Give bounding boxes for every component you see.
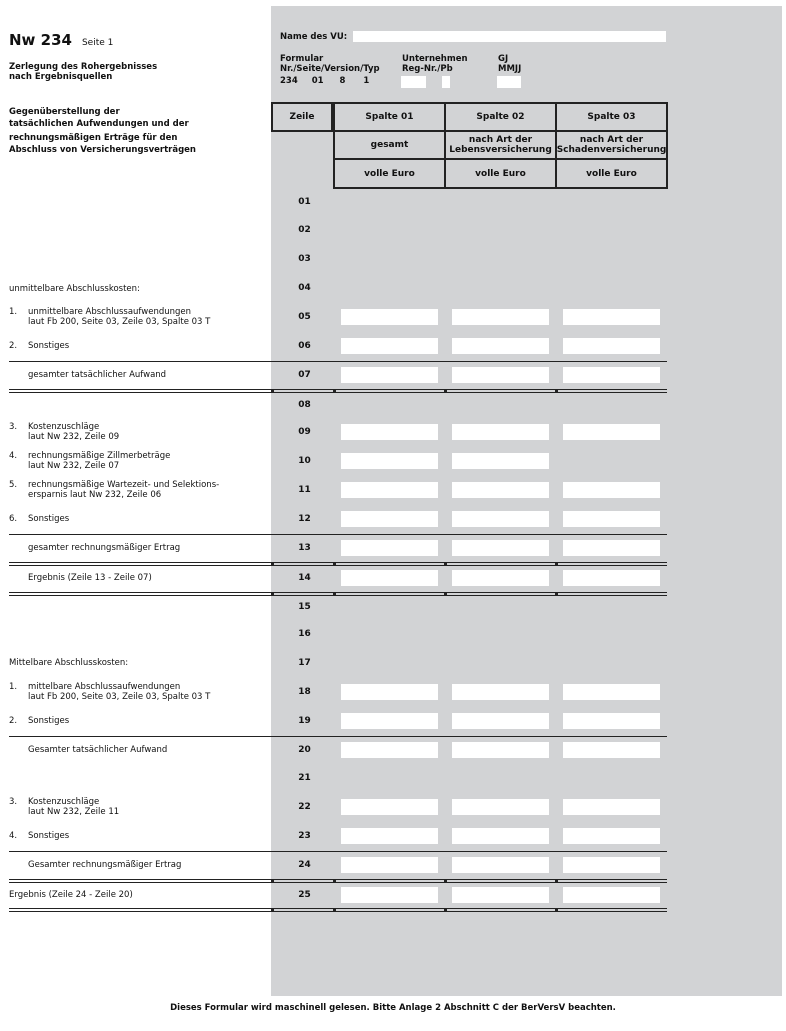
column-tick bbox=[444, 562, 447, 565]
page-number: Seite 1 bbox=[81, 38, 114, 48]
input-r14-s03[interactable] bbox=[563, 570, 660, 586]
input-r09-s01[interactable] bbox=[341, 424, 438, 440]
separator-line bbox=[9, 361, 667, 362]
input-r20-s03[interactable] bbox=[563, 742, 660, 758]
row-label-07: gesamter tatsächlicher Aufwand bbox=[28, 370, 167, 380]
unternehmen-label: Unternehmen Reg-Nr./Pb bbox=[402, 54, 468, 74]
row-number: 21 bbox=[298, 773, 311, 783]
input-r05-s01[interactable] bbox=[341, 309, 438, 325]
input-r24-s01[interactable] bbox=[341, 857, 438, 873]
input-r19-s02[interactable] bbox=[452, 713, 549, 729]
input-r25-s02[interactable] bbox=[452, 887, 549, 903]
row-number: 24 bbox=[298, 860, 311, 870]
input-r25-s03[interactable] bbox=[563, 887, 660, 903]
row-number: 02 bbox=[298, 225, 311, 235]
input-r11-s01[interactable] bbox=[341, 482, 438, 498]
zeile-header: Zeile bbox=[271, 102, 333, 132]
input-r23-s01[interactable] bbox=[341, 828, 438, 844]
footer-note: Dieses Formular wird maschinell gelesen. Bitte Anlage 2 Abschnitt C der BerVersV beachten. bbox=[170, 1003, 616, 1013]
double-separator bbox=[9, 562, 667, 566]
input-r06-s01[interactable] bbox=[341, 338, 438, 354]
row-number: 18 bbox=[298, 687, 311, 697]
row-number: 06 bbox=[298, 341, 311, 351]
row-number: 07 bbox=[298, 370, 311, 380]
column-tick bbox=[555, 389, 558, 392]
input-r14-s01[interactable] bbox=[341, 570, 438, 586]
column-tick bbox=[333, 908, 336, 911]
column-tick bbox=[271, 908, 274, 911]
column-tick bbox=[555, 879, 558, 882]
row-number: 23 bbox=[298, 831, 311, 841]
input-r06-s03[interactable] bbox=[563, 338, 660, 354]
input-r23-s02[interactable] bbox=[452, 828, 549, 844]
column-tick bbox=[333, 389, 336, 392]
column-tick bbox=[444, 389, 447, 392]
column-tick bbox=[271, 562, 274, 565]
row-number: 08 bbox=[298, 400, 311, 410]
gj-label: GJ MMJJ bbox=[498, 54, 522, 74]
column-tick bbox=[333, 879, 336, 882]
double-separator bbox=[9, 879, 667, 883]
input-r14-s02[interactable] bbox=[452, 570, 549, 586]
double-separator bbox=[9, 908, 667, 912]
row-number: 25 bbox=[298, 890, 311, 900]
input-r07-s03[interactable] bbox=[563, 367, 660, 383]
input-r25-s01[interactable] bbox=[341, 887, 438, 903]
name-label: Name des VU: bbox=[280, 32, 348, 42]
form-subtitle: Zerlegung des Rohergebnisses nach Ergebnisquellen bbox=[9, 62, 158, 82]
row-label-25: Ergebnis (Zeile 24 - Zeile 20) bbox=[9, 890, 133, 900]
input-r20-s02[interactable] bbox=[452, 742, 549, 758]
unit-01: volle Euro bbox=[333, 158, 446, 189]
spalte-02-header: Spalte 02 bbox=[444, 102, 557, 132]
form-title: Nw 234 Seite 1 bbox=[9, 31, 114, 49]
column-tick bbox=[271, 879, 274, 882]
row-number: 19 bbox=[298, 716, 311, 726]
reg-nr-input[interactable] bbox=[401, 76, 426, 88]
separator-line bbox=[9, 736, 667, 737]
pb-input[interactable] bbox=[442, 76, 450, 88]
unit-02: volle Euro bbox=[444, 158, 557, 189]
input-r22-s01[interactable] bbox=[341, 799, 438, 815]
row-label-20: Gesamter tatsächlicher Aufwand bbox=[28, 745, 168, 755]
input-r24-s02[interactable] bbox=[452, 857, 549, 873]
input-r13-s01[interactable] bbox=[341, 540, 438, 556]
row-label-24: Gesamter rechnungsmäßiger Ertrag bbox=[28, 860, 182, 870]
art-leben: nach Art der Lebensversicherung bbox=[444, 130, 557, 160]
row-number: 15 bbox=[298, 602, 311, 612]
row-number: 10 bbox=[298, 456, 311, 466]
input-r09-s03[interactable] bbox=[563, 424, 660, 440]
column-tick bbox=[271, 592, 274, 595]
double-separator bbox=[9, 389, 667, 393]
input-r22-s02[interactable] bbox=[452, 799, 549, 815]
input-r20-s01[interactable] bbox=[341, 742, 438, 758]
input-r11-s03[interactable] bbox=[563, 482, 660, 498]
input-r18-s03[interactable] bbox=[563, 684, 660, 700]
input-r06-s02[interactable] bbox=[452, 338, 549, 354]
formular-values: 234 01 8 1 bbox=[280, 76, 370, 86]
input-r09-s02[interactable] bbox=[452, 424, 549, 440]
row-number: 17 bbox=[298, 658, 311, 668]
input-r19-s03[interactable] bbox=[563, 713, 660, 729]
input-r13-s03[interactable] bbox=[563, 540, 660, 556]
row-label-17: Mittelbare Abschlusskosten: bbox=[9, 658, 129, 668]
column-tick bbox=[271, 389, 274, 392]
spalte-01-header: Spalte 01 bbox=[333, 102, 446, 132]
input-r07-s02[interactable] bbox=[452, 367, 549, 383]
input-r05-s02[interactable] bbox=[452, 309, 549, 325]
input-r19-s01[interactable] bbox=[341, 713, 438, 729]
formular-label: Formular Nr./Seite/Version/Typ bbox=[280, 54, 380, 74]
row-number: 13 bbox=[298, 543, 311, 553]
input-r24-s03[interactable] bbox=[563, 857, 660, 873]
input-r10-s02[interactable] bbox=[452, 453, 549, 469]
input-r13-s02[interactable] bbox=[452, 540, 549, 556]
spalte-03-header: Spalte 03 bbox=[555, 102, 668, 132]
input-r07-s01[interactable] bbox=[341, 367, 438, 383]
input-r22-s03[interactable] bbox=[563, 799, 660, 815]
input-r18-s02[interactable] bbox=[452, 684, 549, 700]
input-r12-s02[interactable] bbox=[452, 511, 549, 527]
unit-03: volle Euro bbox=[555, 158, 668, 189]
row-number: 11 bbox=[298, 485, 311, 495]
art-gesamt: gesamt bbox=[333, 130, 446, 160]
column-tick bbox=[333, 562, 336, 565]
row-number: 01 bbox=[298, 197, 311, 207]
row-number: 14 bbox=[298, 573, 311, 583]
gj-input[interactable] bbox=[497, 76, 521, 88]
input-r10-s01[interactable] bbox=[341, 453, 438, 469]
input-r12-s03[interactable] bbox=[563, 511, 660, 527]
separator-line bbox=[9, 851, 667, 852]
input-r11-s02[interactable] bbox=[452, 482, 549, 498]
form-description: Gegenüberstellung der tatsächlichen Aufwendungen und der rechnungsmäßigen Erträge für den Abschluss von Versicherungsverträgen bbox=[9, 107, 196, 155]
row-number: 20 bbox=[298, 745, 311, 755]
input-r12-s01[interactable] bbox=[341, 511, 438, 527]
double-separator bbox=[9, 592, 667, 596]
row-label-14: Ergebnis (Zeile 13 - Zeile 07) bbox=[28, 573, 152, 583]
row-number: 09 bbox=[298, 427, 311, 437]
row-number: 16 bbox=[298, 629, 311, 639]
input-r05-s03[interactable] bbox=[563, 309, 660, 325]
name-input[interactable] bbox=[353, 31, 666, 42]
art-schaden: nach Art der Schadenversicherung bbox=[555, 130, 668, 160]
row-number: 05 bbox=[298, 312, 311, 322]
input-r18-s01[interactable] bbox=[341, 684, 438, 700]
column-tick bbox=[555, 908, 558, 911]
column-tick bbox=[555, 562, 558, 565]
input-r23-s03[interactable] bbox=[563, 828, 660, 844]
column-tick bbox=[444, 908, 447, 911]
separator-line bbox=[9, 534, 667, 535]
column-tick bbox=[555, 592, 558, 595]
row-number: 03 bbox=[298, 254, 311, 264]
row-number: 12 bbox=[298, 514, 311, 524]
column-tick bbox=[333, 592, 336, 595]
row-label-13: gesamter rechnungsmäßiger Ertrag bbox=[28, 543, 181, 553]
row-number: 04 bbox=[298, 283, 311, 293]
row-number: 22 bbox=[298, 802, 311, 812]
column-tick bbox=[444, 879, 447, 882]
column-tick bbox=[444, 592, 447, 595]
row-label-04: unmittelbare Abschlusskosten: bbox=[9, 284, 140, 294]
